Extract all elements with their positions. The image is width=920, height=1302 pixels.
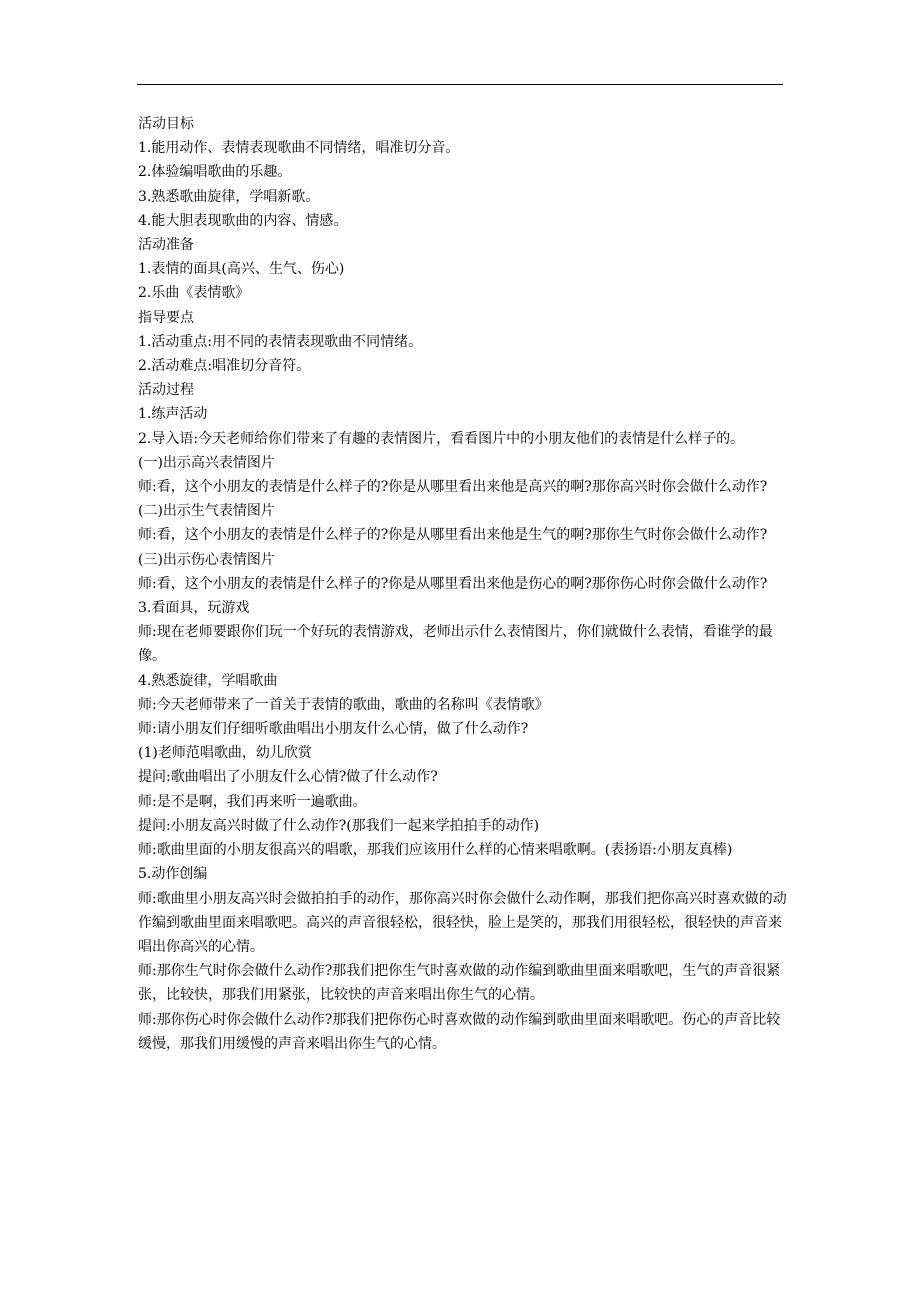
text-line: 师:现在老师要跟你们玩一个好玩的表情游戏，老师出示什么表情图片，你们就做什么表情，看谁学的最像。	[138, 624, 773, 665]
text-line: 活动过程	[138, 382, 194, 399]
text-line: 3.看面具，玩游戏	[138, 600, 250, 617]
text-line: 师:今天老师带来了一首关于表情的歌曲，歌曲的名称叫《表情歌》	[138, 696, 549, 713]
text-line: 1.练声活动	[138, 406, 208, 423]
text-line: 师:那你伤心时你会做什么动作?那我们把你伤心时喜欢做的动作编到歌曲里面来唱歌吧。伤心的声音比较缓慢，那我们用缓慢的声音来唱出你生气的心情。	[138, 1011, 781, 1052]
text-line: 师:请小朋友们仔细听歌曲唱出小朋友什么心情，做了什么动作?	[138, 721, 529, 738]
text-line: 活动目标	[138, 116, 194, 132]
text-line: 2.体验编唱歌曲的乐趣。	[138, 164, 292, 181]
text-line: 师:是不是啊，我们再来听一遍歌曲。	[138, 793, 367, 810]
text-line: 4.能大胆表现歌曲的内容、情感。	[138, 212, 348, 229]
text-line: 师:看，这个小朋友的表情是什么样子的?你是从哪里看出来他是生气的啊?那你生气时你会做什么动作?	[138, 527, 768, 544]
text-line: 提问:歌曲唱出了小朋友什么心情?做了什么动作?	[138, 769, 438, 786]
text-line: 指导要点	[138, 309, 194, 326]
text-line: 1.能用动作、表情表现歌曲不同情绪，唱准切分音。	[138, 140, 460, 157]
text-line: 4.熟悉旋律，学唱歌曲	[138, 672, 278, 689]
text-line: (二)出示生气表情图片	[138, 503, 275, 520]
text-line: 3.熟悉歌曲旋律，学唱新歌。	[138, 188, 320, 205]
text-line: 5.动作创编	[138, 866, 208, 883]
text-line: 师:看，这个小朋友的表情是什么样子的?你是从哪里看出来他是伤心的啊?那你伤心时你会做什么动作?	[138, 575, 768, 592]
text-line: (一)出示高兴表情图片	[138, 454, 275, 471]
text-line: 师:那你生气时你会做什么动作?那我们把你生气时喜欢做的动作编到歌曲里面来唱歌吧，生气的声音很紧张，比较快，那我们用紧张，比较快的声音来唱出你生气的心情。	[138, 963, 781, 1004]
text-line: 1.表情的面具(高兴、生气、伤心)	[138, 261, 345, 278]
text-line: (三)出示伤心表情图片	[138, 551, 275, 568]
text-line: 2.导入语:今天老师给你们带来了有趣的表情图片，看看图片中的小朋友他们的表情是什么样子的。	[138, 430, 745, 447]
text-line: 活动准备	[138, 237, 194, 254]
text-line: (1)老师范唱歌曲，幼儿欣赏	[138, 745, 312, 762]
document-body	[138, 112, 788, 1056]
text-line: 1.活动重点:用不同的表情表现歌曲不同情绪。	[138, 333, 423, 350]
text-line: 师:看，这个小朋友的表情是什么样子的?你是从哪里看出来他是高兴的啊?那你高兴时你会做什么动作?	[138, 479, 768, 496]
text-line: 提问:小朋友高兴时做了什么动作?(那我们一起来学拍拍手的动作)	[138, 817, 540, 834]
text-line: 2.活动难点:唱准切分音符。	[138, 358, 311, 375]
text-line: 师:歌曲里面的小朋友很高兴的唱歌，那我们应该用什么样的心情来唱歌啊。(表扬语:小朋友真棒)	[138, 842, 733, 859]
header-rule	[137, 84, 783, 85]
text-line: 2.乐曲《表情歌》	[138, 285, 250, 302]
text-line: 师:歌曲里小朋友高兴时会做拍拍手的动作，那你高兴时你会做什么动作啊，那我们把你高兴时喜欢做的动作编到歌曲里面来唱歌吧。高兴的声音很轻松，很轻快，脸上是笑的，那我们用很轻松，很轻快的声音来唱出你高兴的心情。	[138, 890, 787, 955]
